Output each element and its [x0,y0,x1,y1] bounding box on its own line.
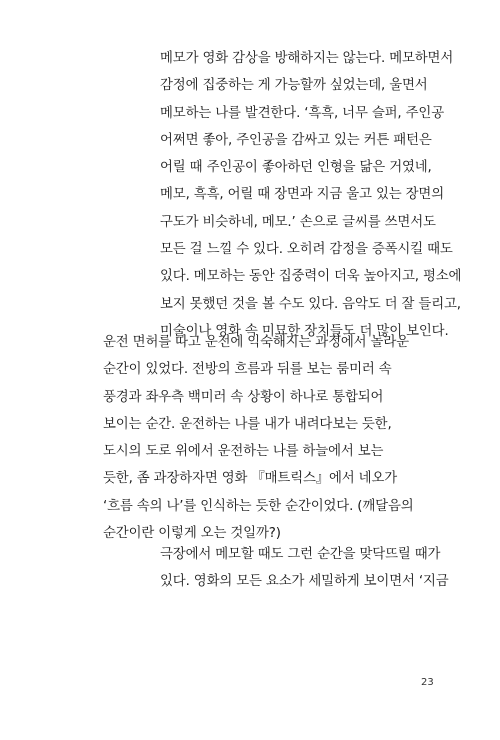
text-line: 모든 걸 느낄 수 있다. 오히려 감정을 증폭시킬 때도 [160,242,453,258]
text-line: 있다. 영화의 모든 요소가 세밀하게 보이면서 ‘지금 [160,574,449,590]
text-line: 극장에서 메모할 때도 그런 순간을 맞닥뜨릴 때가 [160,547,441,562]
text-line: 보이는 순간. 운전하는 나를 내가 내려다보는 듯한, [103,416,392,432]
text-line: 듯한, 좀 과장하자면 영화 『매트릭스』에서 네오가 [103,471,398,487]
text-line: 어릴 때 주인공이 좋아하던 인형을 닮은 거였네, [160,160,432,176]
text-line: 구도가 비슷하네, 메모.’ 손으로 글씨를 쓰면서도 [160,214,436,230]
text-line: 어쩌면 좋아, 주인공을 감싸고 있는 커튼 패턴은 [160,132,432,148]
text-line: 순간이란 이렇게 오는 것일까?) [103,526,281,542]
page-number: 23 [421,677,434,688]
text-line: 풍경과 좌우측 백미러 속 상황이 하나로 통합되어 [103,389,384,405]
text-line: 운전 면허를 따고 운전에 익숙해지는 과정에서 놀라운 [103,335,409,350]
text-line: 도시의 도로 위에서 운전하는 나를 하늘에서 보는 [103,444,384,460]
paragraph-theater [160,541,449,596]
text-line: 메모하는 나를 발견한다. ‘흑흑, 너무 슬퍼, 주인공 [160,105,444,121]
text-line: 미술이나 영화 속 미묘한 장치들도 더 많이 보인다. [160,323,449,339]
text-line: 메모, 흑흑, 어릴 때 장면과 지금 울고 있는 장면의 [160,187,444,203]
text-line: 순간이 있었다. 전방의 흐름과 뒤를 보는 룸미러 속 [103,362,392,378]
text-line: 메모가 영화 감상을 방해하지는 않는다. 메모하면서 [160,51,454,66]
text-line: 보지 못했던 것을 볼 수도 있다. 음악도 더 잘 들리고, [160,296,461,312]
paragraph-driving [103,329,414,547]
paragraph-movie-memo [160,45,461,345]
text-line: ‘흐름 속의 나’를 인식하는 듯한 순간이었다. (깨달음의 [103,498,414,514]
text-line: 있다. 메모하는 동안 집중력이 더욱 높아지고, 평소에 [160,269,462,285]
text-line: 감정에 집중하는 게 가능할까 싶었는데, 울면서 [160,78,428,94]
